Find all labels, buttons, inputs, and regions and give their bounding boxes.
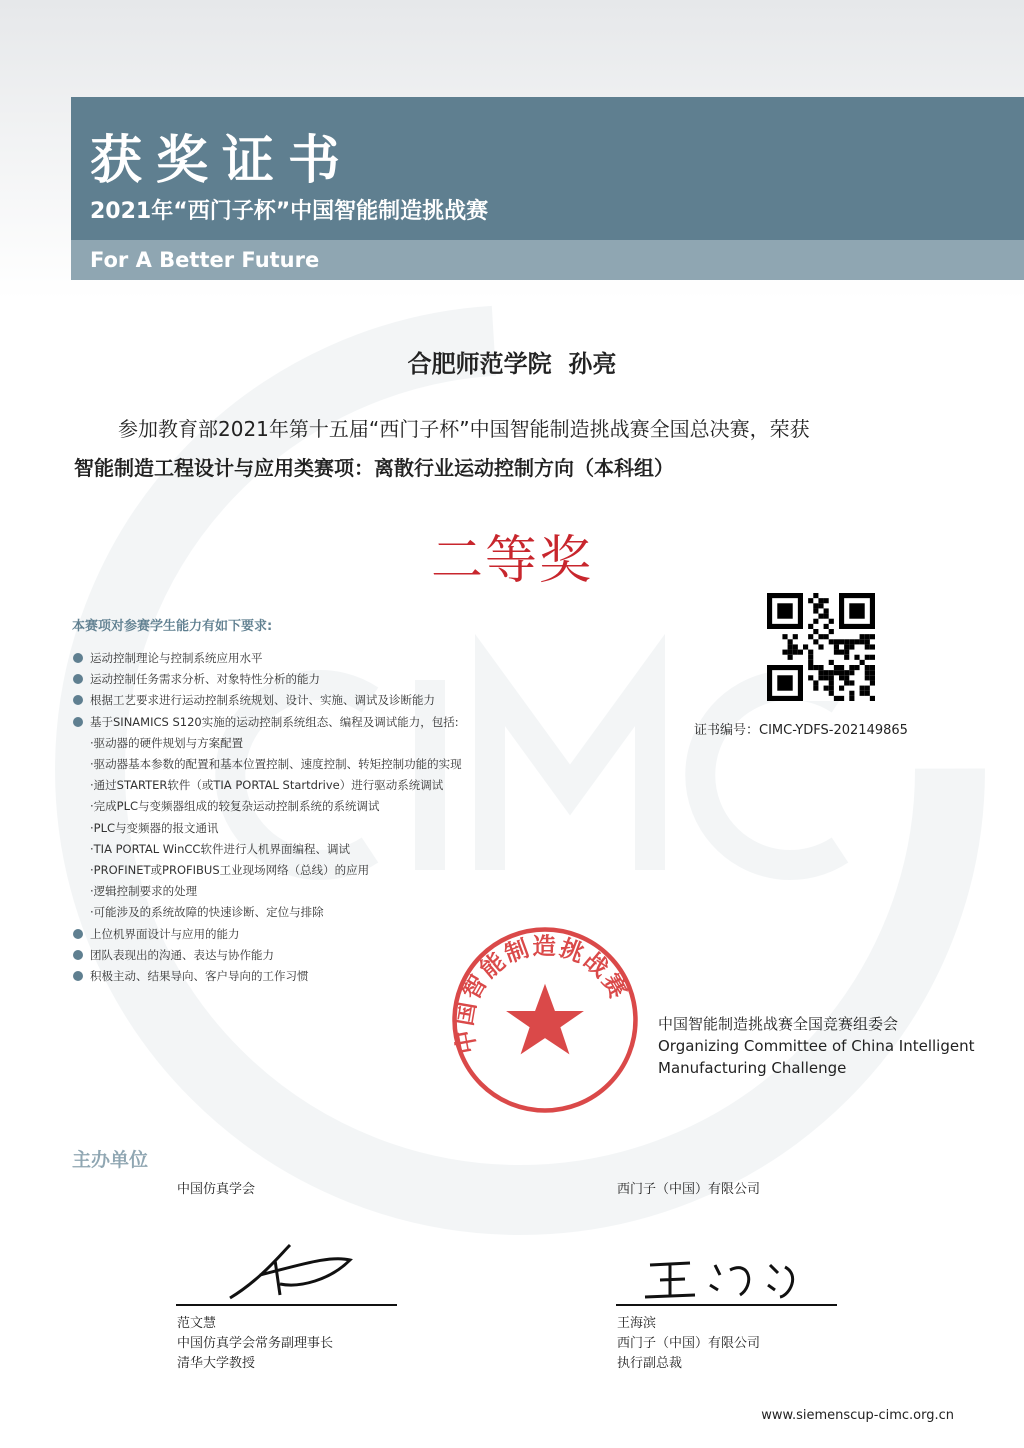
- signature-line-left: [176, 1304, 397, 1306]
- requirement-item: [90, 904, 324, 920]
- requirement-item: [90, 735, 243, 751]
- requirement-item: [90, 820, 219, 836]
- recipient-name: 合肥师范学院 孙亮: [407, 350, 617, 378]
- svg-text:中国智能制造挑战赛: 中国智能制造挑战赛: [450, 932, 634, 1056]
- requirement-text: ·通过STARTER软件（或TIA PORTAL Startdrive）进行驱动系统调试: [90, 778, 444, 793]
- signer-left-name: 范文慧: [177, 1316, 217, 1331]
- requirement-text: 运动控制理论与控制系统应用水平: [90, 651, 263, 665]
- certificate-number: 证书编号：CIMC-YDFS-202149865: [694, 723, 908, 738]
- requirement-text: ·TIA PORTAL WinCC软件进行人机界面编程、调试: [90, 841, 350, 856]
- requirement-text: 运动控制任务需求分析、对象特性分析的能力: [90, 672, 320, 687]
- requirement-item: [90, 714, 459, 730]
- organizer-en-1: Organizing Committee of China Intelligent: [658, 1037, 975, 1055]
- signature-left: [220, 1240, 360, 1300]
- requirement-text: ·驱动器基本参数的配置和基本位置控制、速度控制、转矩控制功能的实现: [90, 757, 462, 771]
- bullet-icon: [73, 717, 83, 727]
- requirement-text: 团队表现出的沟通、表达与协作能力: [90, 947, 274, 962]
- prize-level: 二等奖: [430, 531, 593, 591]
- official-seal: [450, 925, 640, 1115]
- requirement-text: ·PROFINET或PROFIBUS工业现场网络（总线）的应用: [90, 863, 370, 877]
- certificate-title: 获奖证书: [90, 131, 355, 191]
- signer-right-title2: 执行副总裁: [617, 1356, 683, 1371]
- requirement-text: 积极主动、结果导向、客户导向的工作习惯: [90, 969, 309, 983]
- bullet-icon: [73, 929, 83, 939]
- requirements-heading: 本赛项对参赛学生能力有如下要求:: [72, 619, 273, 634]
- bullet-icon: [73, 950, 83, 960]
- requirement-item: [90, 692, 435, 708]
- organizer-en-2: Manufacturing Challenge: [658, 1059, 847, 1077]
- requirement-text: 根据工艺要求进行运动控制系统规划、设计、实施、调试及诊断能力: [90, 693, 435, 708]
- requirement-item: [90, 862, 369, 878]
- requirement-item: [90, 798, 380, 814]
- requirement-item: [90, 777, 443, 793]
- requirement-text: 基于SINAMICS S120实施的运动控制系统组态、编程及调试能力，包括:: [90, 714, 459, 729]
- qr-code[interactable]: [767, 593, 875, 701]
- signer-right-name: 王海滨: [617, 1316, 657, 1331]
- requirement-text: ·逻辑控制要求的处理: [90, 884, 198, 899]
- requirement-item: [90, 841, 350, 857]
- signer-right-title: 西门子（中国）有限公司: [617, 1336, 761, 1351]
- requirement-text: ·PLC与变频器的报文通讯: [90, 820, 219, 835]
- slogan: For A Better Future: [90, 248, 320, 272]
- requirement-item: [90, 947, 274, 963]
- signer-left-title: 中国仿真学会常务副理事长: [177, 1336, 334, 1351]
- organizer-cn: 中国智能制造挑战赛全国竞赛组委会: [658, 1015, 899, 1033]
- signer-left-title2: 清华大学教授: [177, 1356, 256, 1371]
- requirement-item: [90, 650, 263, 666]
- award-category: 智能制造工程设计与应用类赛项：离散行业运动控制方向（本科组）: [74, 456, 674, 480]
- requirement-text: 上位机界面设计与应用的能力: [90, 926, 240, 941]
- host-right-org: 西门子（中国）有限公司: [617, 1182, 761, 1197]
- bullet-icon: [73, 653, 83, 663]
- requirement-text: ·完成PLC与变频器组成的较复杂运动控制系统的系统调试: [90, 799, 380, 814]
- organizer-block: [658, 1013, 975, 1079]
- requirement-item: [90, 883, 197, 899]
- requirement-item: [90, 756, 462, 772]
- requirement-text: ·驱动器的硬件规划与方案配置: [90, 735, 244, 750]
- signature-right: [640, 1255, 810, 1300]
- requirement-item: [90, 671, 320, 687]
- requirement-text: ·可能涉及的系统故障的快速诊断、定位与排除: [90, 905, 324, 920]
- website-url[interactable]: www.siemenscup-cimc.org.cn: [761, 1408, 954, 1423]
- hosts-heading: 主办单位: [72, 1149, 149, 1171]
- requirement-item: [90, 926, 240, 942]
- requirement-item: [90, 968, 309, 984]
- signature-line-right: [616, 1304, 837, 1306]
- host-left-org: 中国仿真学会: [177, 1182, 256, 1197]
- award-text: 参加教育部2021年第十五届“西门子杯”中国智能制造挑战赛全国总决赛，荣获: [118, 417, 810, 441]
- competition-title: 2021年“西门子杯”中国智能制造挑战赛: [90, 199, 489, 224]
- bullet-icon: [73, 971, 83, 981]
